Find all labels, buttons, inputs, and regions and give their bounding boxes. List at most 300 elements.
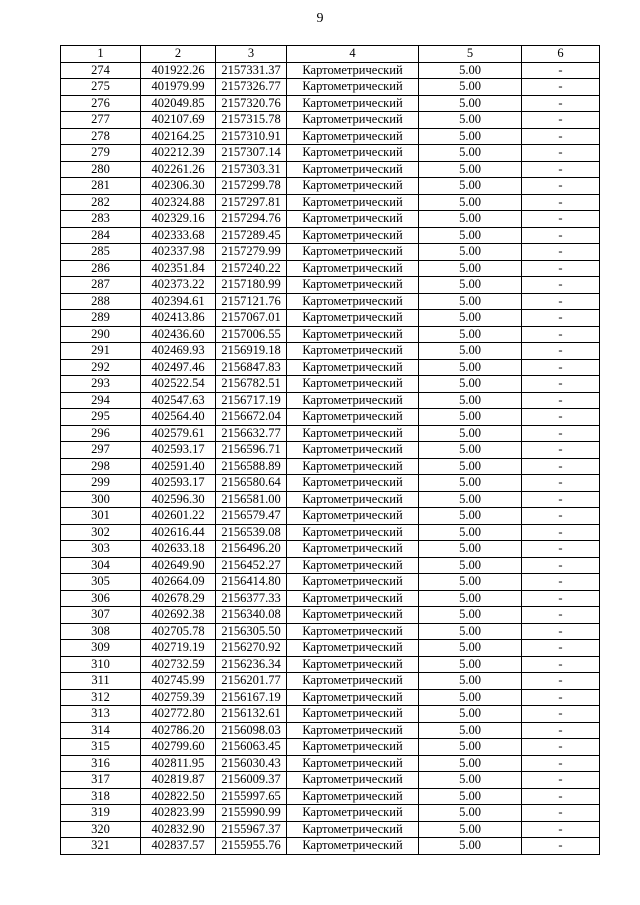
accuracy-cell: 5.00 [419, 706, 522, 723]
method-cell: Картометрический [287, 574, 419, 591]
table-row [61, 409, 600, 426]
accuracy-cell: 5.00 [419, 491, 522, 508]
method-cell: Картометрический [287, 145, 419, 162]
method-cell: Картометрический [287, 409, 419, 426]
method-cell: Картометрический [287, 706, 419, 723]
table-row [61, 607, 600, 624]
x-coordinate-cell: 402351.84 [141, 260, 216, 277]
x-coordinate-cell: 402324.88 [141, 194, 216, 211]
point-number-cell: 303 [61, 541, 141, 558]
x-coordinate-cell: 402799.60 [141, 739, 216, 756]
y-coordinate-cell: 2156581.00 [216, 491, 287, 508]
table-row [61, 112, 600, 129]
y-coordinate-cell: 2157180.99 [216, 277, 287, 294]
table-row [61, 194, 600, 211]
column-header: 6 [522, 46, 600, 63]
y-coordinate-cell: 2156919.18 [216, 343, 287, 360]
x-coordinate-cell: 402436.60 [141, 326, 216, 343]
y-coordinate-cell: 2157303.31 [216, 161, 287, 178]
point-number-cell: 310 [61, 656, 141, 673]
table-row [61, 541, 600, 558]
method-cell: Картометрический [287, 178, 419, 195]
point-number-cell: 311 [61, 673, 141, 690]
y-coordinate-cell: 2156340.08 [216, 607, 287, 624]
point-number-cell: 276 [61, 95, 141, 112]
method-cell: Картометрический [287, 161, 419, 178]
x-coordinate-cell: 402692.38 [141, 607, 216, 624]
description-cell: - [522, 607, 600, 624]
x-coordinate-cell: 402333.68 [141, 227, 216, 244]
method-cell: Картометрический [287, 623, 419, 640]
description-cell: - [522, 161, 600, 178]
method-cell: Картометрический [287, 62, 419, 79]
table-row [61, 359, 600, 376]
accuracy-cell: 5.00 [419, 293, 522, 310]
table-row [61, 310, 600, 327]
y-coordinate-cell: 2156632.77 [216, 425, 287, 442]
x-coordinate-cell: 402705.78 [141, 623, 216, 640]
point-number-cell: 283 [61, 211, 141, 228]
point-number-cell: 277 [61, 112, 141, 129]
accuracy-cell: 5.00 [419, 326, 522, 343]
x-coordinate-cell: 402329.16 [141, 211, 216, 228]
x-coordinate-cell: 401922.26 [141, 62, 216, 79]
accuracy-cell: 5.00 [419, 541, 522, 558]
accuracy-cell: 5.00 [419, 244, 522, 261]
description-cell: - [522, 772, 600, 789]
point-number-cell: 316 [61, 755, 141, 772]
y-coordinate-cell: 2156596.71 [216, 442, 287, 459]
table-row [61, 623, 600, 640]
accuracy-cell: 5.00 [419, 475, 522, 492]
table-row [61, 590, 600, 607]
y-coordinate-cell: 2157279.99 [216, 244, 287, 261]
accuracy-cell: 5.00 [419, 656, 522, 673]
description-cell: - [522, 79, 600, 96]
table-row [61, 343, 600, 360]
point-number-cell: 280 [61, 161, 141, 178]
x-coordinate-cell: 402616.44 [141, 524, 216, 541]
description-cell: - [522, 310, 600, 327]
table-row [61, 145, 600, 162]
y-coordinate-cell: 2157307.14 [216, 145, 287, 162]
x-coordinate-cell: 402591.40 [141, 458, 216, 475]
description-cell: - [522, 821, 600, 838]
point-number-cell: 278 [61, 128, 141, 145]
column-header: 5 [419, 46, 522, 63]
x-coordinate-cell: 402745.99 [141, 673, 216, 690]
point-number-cell: 304 [61, 557, 141, 574]
table-row [61, 458, 600, 475]
description-cell: - [522, 557, 600, 574]
table-row [61, 838, 600, 855]
accuracy-cell: 5.00 [419, 376, 522, 393]
point-number-cell: 302 [61, 524, 141, 541]
method-cell: Картометрический [287, 821, 419, 838]
point-number-cell: 282 [61, 194, 141, 211]
method-cell: Картометрический [287, 211, 419, 228]
point-number-cell: 309 [61, 640, 141, 657]
description-cell: - [522, 95, 600, 112]
x-coordinate-cell: 402822.50 [141, 788, 216, 805]
column-header: 1 [61, 46, 141, 63]
description-cell: - [522, 788, 600, 805]
method-cell: Картометрический [287, 260, 419, 277]
point-number-cell: 289 [61, 310, 141, 327]
y-coordinate-cell: 2157121.76 [216, 293, 287, 310]
y-coordinate-cell: 2156201.77 [216, 673, 287, 690]
table-row [61, 79, 600, 96]
x-coordinate-cell: 402601.22 [141, 508, 216, 525]
x-coordinate-cell: 402497.46 [141, 359, 216, 376]
accuracy-cell: 5.00 [419, 211, 522, 228]
method-cell: Картометрический [287, 673, 419, 690]
x-coordinate-cell: 402593.17 [141, 475, 216, 492]
description-cell: - [522, 475, 600, 492]
description-cell: - [522, 623, 600, 640]
description-cell: - [522, 326, 600, 343]
accuracy-cell: 5.00 [419, 640, 522, 657]
method-cell: Картометрический [287, 640, 419, 657]
y-coordinate-cell: 2156452.27 [216, 557, 287, 574]
description-cell: - [522, 293, 600, 310]
accuracy-cell: 5.00 [419, 755, 522, 772]
point-number-cell: 313 [61, 706, 141, 723]
x-coordinate-cell: 402413.86 [141, 310, 216, 327]
method-cell: Картометрический [287, 739, 419, 756]
method-cell: Картометрический [287, 508, 419, 525]
point-number-cell: 285 [61, 244, 141, 261]
method-cell: Картометрический [287, 689, 419, 706]
y-coordinate-cell: 2156414.80 [216, 574, 287, 591]
accuracy-cell: 5.00 [419, 458, 522, 475]
page-number: 9 [316, 11, 324, 26]
accuracy-cell: 5.00 [419, 409, 522, 426]
table-row [61, 508, 600, 525]
y-coordinate-cell: 2156009.37 [216, 772, 287, 789]
y-coordinate-cell: 2156717.19 [216, 392, 287, 409]
y-coordinate-cell: 2156236.34 [216, 656, 287, 673]
accuracy-cell: 5.00 [419, 161, 522, 178]
accuracy-cell: 5.00 [419, 178, 522, 195]
x-coordinate-cell: 402593.17 [141, 442, 216, 459]
method-cell: Картометрический [287, 128, 419, 145]
x-coordinate-cell: 402819.87 [141, 772, 216, 789]
table-row [61, 491, 600, 508]
table-row [61, 293, 600, 310]
accuracy-cell: 5.00 [419, 524, 522, 541]
accuracy-cell: 5.00 [419, 442, 522, 459]
column-header: 4 [287, 46, 419, 63]
table-row [61, 392, 600, 409]
table-row [61, 244, 600, 261]
x-coordinate-cell: 402564.40 [141, 409, 216, 426]
column-header: 2 [141, 46, 216, 63]
y-coordinate-cell: 2156539.08 [216, 524, 287, 541]
table-row [61, 326, 600, 343]
x-coordinate-cell: 402719.19 [141, 640, 216, 657]
description-cell: - [522, 838, 600, 855]
point-number-cell: 308 [61, 623, 141, 640]
table-row [61, 260, 600, 277]
point-number-cell: 307 [61, 607, 141, 624]
description-cell: - [522, 112, 600, 129]
table-header-row [61, 46, 600, 63]
table-row [61, 772, 600, 789]
y-coordinate-cell: 2157006.55 [216, 326, 287, 343]
accuracy-cell: 5.00 [419, 277, 522, 294]
method-cell: Картометрический [287, 293, 419, 310]
description-cell: - [522, 491, 600, 508]
point-number-cell: 298 [61, 458, 141, 475]
method-cell: Картометрический [287, 838, 419, 855]
point-number-cell: 319 [61, 805, 141, 822]
accuracy-cell: 5.00 [419, 722, 522, 739]
method-cell: Картометрический [287, 755, 419, 772]
point-number-cell: 295 [61, 409, 141, 426]
y-coordinate-cell: 2155967.37 [216, 821, 287, 838]
accuracy-cell: 5.00 [419, 574, 522, 591]
point-number-cell: 287 [61, 277, 141, 294]
x-coordinate-cell: 402823.99 [141, 805, 216, 822]
x-coordinate-cell: 402579.61 [141, 425, 216, 442]
description-cell: - [522, 409, 600, 426]
description-cell: - [522, 656, 600, 673]
x-coordinate-cell: 402373.22 [141, 277, 216, 294]
description-cell: - [522, 722, 600, 739]
table-row [61, 805, 600, 822]
method-cell: Картометрический [287, 772, 419, 789]
point-number-cell: 320 [61, 821, 141, 838]
description-cell: - [522, 425, 600, 442]
point-number-cell: 296 [61, 425, 141, 442]
method-cell: Картометрический [287, 425, 419, 442]
y-coordinate-cell: 2156270.92 [216, 640, 287, 657]
method-cell: Картометрический [287, 343, 419, 360]
y-coordinate-cell: 2157326.77 [216, 79, 287, 96]
description-cell: - [522, 62, 600, 79]
y-coordinate-cell: 2156063.45 [216, 739, 287, 756]
accuracy-cell: 5.00 [419, 343, 522, 360]
description-cell: - [522, 706, 600, 723]
method-cell: Картометрический [287, 194, 419, 211]
table-row [61, 376, 600, 393]
y-coordinate-cell: 2156132.61 [216, 706, 287, 723]
method-cell: Картометрический [287, 244, 419, 261]
accuracy-cell: 5.00 [419, 260, 522, 277]
x-coordinate-cell: 402049.85 [141, 95, 216, 112]
point-number-cell: 274 [61, 62, 141, 79]
y-coordinate-cell: 2156782.51 [216, 376, 287, 393]
y-coordinate-cell: 2157294.76 [216, 211, 287, 228]
method-cell: Картометрический [287, 227, 419, 244]
description-cell: - [522, 805, 600, 822]
y-coordinate-cell: 2157289.45 [216, 227, 287, 244]
description-cell: - [522, 689, 600, 706]
table-row [61, 524, 600, 541]
description-cell: - [522, 244, 600, 261]
description-cell: - [522, 673, 600, 690]
method-cell: Картометрический [287, 557, 419, 574]
description-cell: - [522, 194, 600, 211]
point-number-cell: 312 [61, 689, 141, 706]
y-coordinate-cell: 2155955.76 [216, 838, 287, 855]
accuracy-cell: 5.00 [419, 194, 522, 211]
x-coordinate-cell: 402469.93 [141, 343, 216, 360]
x-coordinate-cell: 402732.59 [141, 656, 216, 673]
method-cell: Картометрический [287, 458, 419, 475]
method-cell: Картометрический [287, 722, 419, 739]
accuracy-cell: 5.00 [419, 79, 522, 96]
x-coordinate-cell: 402837.57 [141, 838, 216, 855]
x-coordinate-cell: 402832.90 [141, 821, 216, 838]
y-coordinate-cell: 2156098.03 [216, 722, 287, 739]
table-body [61, 62, 600, 854]
method-cell: Картометрический [287, 326, 419, 343]
method-cell: Картометрический [287, 442, 419, 459]
x-coordinate-cell: 402596.30 [141, 491, 216, 508]
y-coordinate-cell: 2155990.99 [216, 805, 287, 822]
x-coordinate-cell: 402212.39 [141, 145, 216, 162]
method-cell: Картометрический [287, 376, 419, 393]
table-row [61, 442, 600, 459]
y-coordinate-cell: 2157067.01 [216, 310, 287, 327]
description-cell: - [522, 640, 600, 657]
table-row [61, 673, 600, 690]
description-cell: - [522, 524, 600, 541]
x-coordinate-cell: 402811.95 [141, 755, 216, 772]
accuracy-cell: 5.00 [419, 112, 522, 129]
accuracy-cell: 5.00 [419, 772, 522, 789]
method-cell: Картометрический [287, 607, 419, 624]
table-row [61, 640, 600, 657]
y-coordinate-cell: 2156167.19 [216, 689, 287, 706]
table-row [61, 739, 600, 756]
table-row [61, 656, 600, 673]
point-number-cell: 314 [61, 722, 141, 739]
point-number-cell: 275 [61, 79, 141, 96]
table-row [61, 128, 600, 145]
x-coordinate-cell: 402786.20 [141, 722, 216, 739]
table-row [61, 557, 600, 574]
y-coordinate-cell: 2157320.76 [216, 95, 287, 112]
table-row [61, 178, 600, 195]
table-row [61, 755, 600, 772]
y-coordinate-cell: 2156305.50 [216, 623, 287, 640]
description-cell: - [522, 145, 600, 162]
point-number-cell: 305 [61, 574, 141, 591]
point-number-cell: 290 [61, 326, 141, 343]
method-cell: Картометрический [287, 656, 419, 673]
point-number-cell: 297 [61, 442, 141, 459]
description-cell: - [522, 508, 600, 525]
y-coordinate-cell: 2157297.81 [216, 194, 287, 211]
table-row [61, 277, 600, 294]
point-number-cell: 306 [61, 590, 141, 607]
description-cell: - [522, 359, 600, 376]
point-number-cell: 294 [61, 392, 141, 409]
description-cell: - [522, 227, 600, 244]
description-cell: - [522, 128, 600, 145]
accuracy-cell: 5.00 [419, 392, 522, 409]
x-coordinate-cell: 402547.63 [141, 392, 216, 409]
point-number-cell: 318 [61, 788, 141, 805]
y-coordinate-cell: 2156672.04 [216, 409, 287, 426]
x-coordinate-cell: 402306.30 [141, 178, 216, 195]
y-coordinate-cell: 2157240.22 [216, 260, 287, 277]
point-number-cell: 288 [61, 293, 141, 310]
method-cell: Картометрический [287, 277, 419, 294]
x-coordinate-cell: 401979.99 [141, 79, 216, 96]
accuracy-cell: 5.00 [419, 590, 522, 607]
accuracy-cell: 5.00 [419, 359, 522, 376]
accuracy-cell: 5.00 [419, 128, 522, 145]
x-coordinate-cell: 402107.69 [141, 112, 216, 129]
y-coordinate-cell: 2157331.37 [216, 62, 287, 79]
method-cell: Картометрический [287, 788, 419, 805]
accuracy-cell: 5.00 [419, 821, 522, 838]
point-number-cell: 293 [61, 376, 141, 393]
point-number-cell: 292 [61, 359, 141, 376]
description-cell: - [522, 755, 600, 772]
table-row [61, 689, 600, 706]
coordinates-table [60, 45, 600, 855]
description-cell: - [522, 392, 600, 409]
description-cell: - [522, 574, 600, 591]
y-coordinate-cell: 2155997.65 [216, 788, 287, 805]
table-row [61, 227, 600, 244]
y-coordinate-cell: 2156496.20 [216, 541, 287, 558]
y-coordinate-cell: 2156847.83 [216, 359, 287, 376]
accuracy-cell: 5.00 [419, 788, 522, 805]
method-cell: Картометрический [287, 359, 419, 376]
method-cell: Картометрический [287, 805, 419, 822]
x-coordinate-cell: 402337.98 [141, 244, 216, 261]
point-number-cell: 281 [61, 178, 141, 195]
table-row [61, 62, 600, 79]
description-cell: - [522, 260, 600, 277]
x-coordinate-cell: 402664.09 [141, 574, 216, 591]
y-coordinate-cell: 2156580.64 [216, 475, 287, 492]
accuracy-cell: 5.00 [419, 557, 522, 574]
y-coordinate-cell: 2156588.89 [216, 458, 287, 475]
table-row [61, 475, 600, 492]
table-row [61, 425, 600, 442]
method-cell: Картометрический [287, 392, 419, 409]
y-coordinate-cell: 2156377.33 [216, 590, 287, 607]
accuracy-cell: 5.00 [419, 227, 522, 244]
x-coordinate-cell: 402633.18 [141, 541, 216, 558]
accuracy-cell: 5.00 [419, 739, 522, 756]
accuracy-cell: 5.00 [419, 673, 522, 690]
description-cell: - [522, 458, 600, 475]
column-header: 3 [216, 46, 287, 63]
description-cell: - [522, 343, 600, 360]
table-row [61, 821, 600, 838]
x-coordinate-cell: 402678.29 [141, 590, 216, 607]
method-cell: Картометрический [287, 491, 419, 508]
y-coordinate-cell: 2157310.91 [216, 128, 287, 145]
x-coordinate-cell: 402772.80 [141, 706, 216, 723]
point-number-cell: 286 [61, 260, 141, 277]
method-cell: Картометрический [287, 524, 419, 541]
table-row [61, 706, 600, 723]
method-cell: Картометрический [287, 541, 419, 558]
method-cell: Картометрический [287, 310, 419, 327]
point-number-cell: 291 [61, 343, 141, 360]
table-row [61, 722, 600, 739]
method-cell: Картометрический [287, 475, 419, 492]
